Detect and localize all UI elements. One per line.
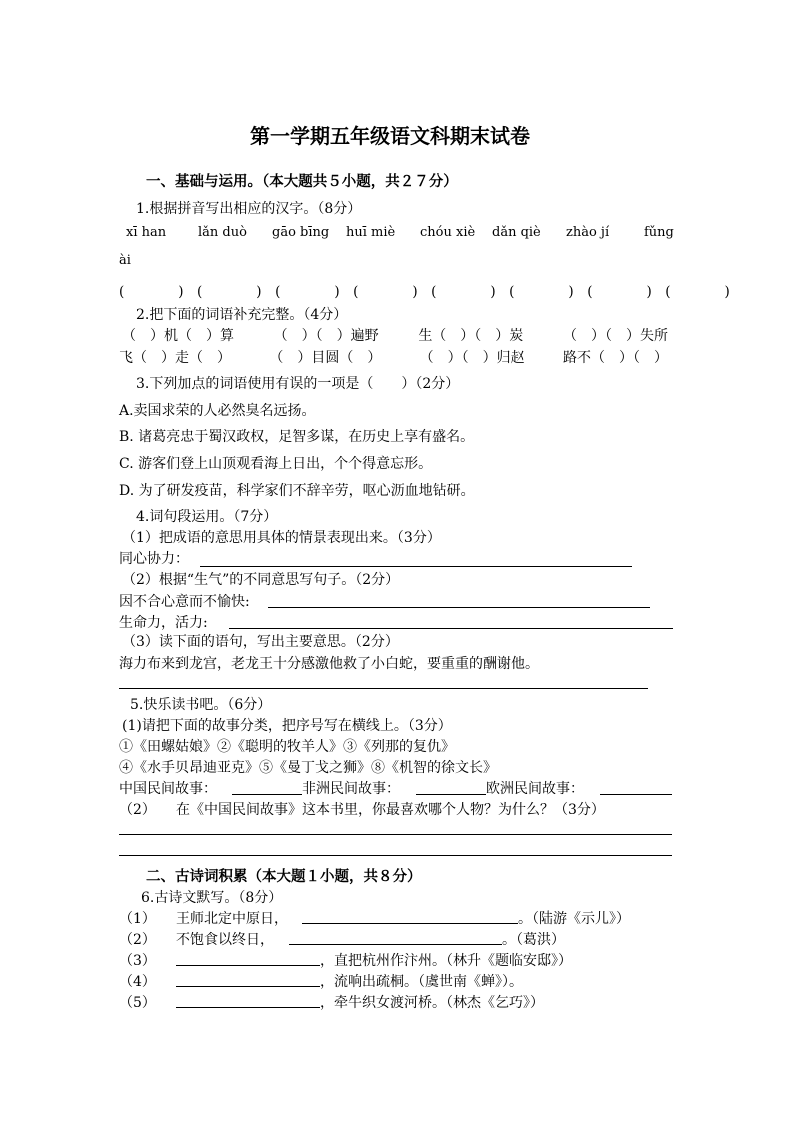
q3-prompt: 3.下列加点的词语使用有误的一项是（ ）（2分） [136, 376, 460, 392]
q4-sub3: （3）读下面的语句，写出主要意思。（2分） [122, 634, 399, 650]
q5-european-answer-line[interactable] [600, 794, 672, 795]
q6-line3-number: （3） [119, 953, 156, 969]
pinyin-2: lǎn duò [198, 225, 247, 240]
q5-category-african: 非洲民间故事： [302, 781, 400, 797]
q4-prompt: 4.词句段运用。（7分） [136, 509, 278, 525]
q4-sentence: 海力布来到龙宫，老龙王十分感激他救了小白蛇，要重重的酬谢他。 [119, 656, 539, 672]
q6-line4-suffix: ，流响出疏桐。（虞世南《蝉》）。 [320, 974, 523, 990]
q3-option-c: C. 游客们登上山顶观看海上日出，个个得意忘形。 [119, 456, 433, 472]
q2-item[interactable]: （ ）目圆（ ） [269, 350, 382, 366]
q6-line2-answer-line[interactable] [289, 944, 502, 945]
q1-pinyin-row [126, 225, 674, 243]
q6-line5-number: （5） [119, 995, 156, 1011]
q2-row2 [119, 347, 668, 367]
q6-line5-answer-line[interactable] [176, 1007, 320, 1008]
q4-meaning2-label: 生命力，活力: [119, 615, 208, 631]
q6-line1-answer-line[interactable] [302, 923, 518, 924]
pinyin-3: gāo bīng [272, 225, 330, 240]
q4-meaning1-answer-line[interactable] [268, 607, 650, 608]
section2-heading: 二、古诗词积累（本大题１小题，共８分） [146, 869, 422, 885]
q5-books-line1: ①《田螺姑娘》②《聪明的牧羊人》③《列那的复仇》 [119, 739, 455, 755]
q6-line2-prefix: 不饱食以终日， [176, 932, 274, 948]
q2-prompt: 2.把下面的词语补充完整。（4分） [136, 307, 348, 323]
q6-line2-number: （2） [119, 932, 156, 948]
pinyin-5: chóu xiè [420, 225, 476, 240]
q5-sub2: 在《中国民间故事》这本书里，你最喜欢哪个人物？为什么？（3分） [176, 802, 605, 818]
q2-item[interactable]: 路不（ ）（ ） [562, 350, 668, 366]
q2-item[interactable]: （ ）机（ ）算 [122, 328, 234, 344]
q1-answer-blanks[interactable]: ( ) ( ) ( ) ( ) ( ) ( ) ( ) ( ) [119, 284, 730, 300]
q5-answer-line-2[interactable] [119, 855, 672, 856]
q3-option-b: B. 诸葛亮忠于蜀汉政权，足智多谋，在历史上享有盛名。 [119, 429, 475, 445]
q6-line3-suffix: ，直把杭州作汴州。（林升《题临安邸》） [320, 953, 572, 969]
pinyin-8: fǔng [644, 225, 674, 240]
q4-sub1: （1）把成语的意思用具体的情景表现出来。（3分） [122, 530, 441, 546]
q3-option-a: A.卖国求荣的人必然臭名远扬。 [119, 403, 316, 419]
page-title: 第一学期五年级语文科期末试卷 [250, 124, 530, 148]
q5-chinese-answer-line[interactable] [232, 794, 302, 795]
q5-books-line2: ④《水手贝昂迪亚克》⑤《曼丁戈之狮》⑧《机智的徐文长》 [119, 760, 497, 776]
q2-row1 [122, 325, 668, 345]
q2-item[interactable]: （ ）（ ）遍野 [273, 328, 379, 344]
q6-line1-prefix: 王师北定中原日， [176, 911, 288, 927]
pinyin-6: dǎn qiè [492, 225, 541, 240]
q2-item[interactable]: 生（ ）（ ）炭 [418, 328, 524, 344]
q5-prompt: 5.快乐读书吧。（6分） [130, 697, 272, 713]
q6-line4-number: （4） [119, 974, 156, 990]
q5-african-answer-line[interactable] [416, 794, 486, 795]
q6-line5-suffix: ，牵牛织女渡河桥。（林杰《乞巧》） [320, 995, 544, 1011]
q4-sub2: （2）根据“生气”的不同意思写句子。（2分） [122, 572, 400, 588]
q5-category-european: 欧洲民间故事： [486, 781, 584, 797]
q5-sub1: (1)请把下面的故事分类，把序号写在横线上。（3分） [122, 718, 452, 734]
q1-prompt: 1.根据拼音写出相应的汉字。（8分） [136, 201, 362, 217]
q2-item[interactable]: （ ）（ ）归赵 [419, 350, 525, 366]
q3-option-d: D. 为了研发疫苗，科学家们不辞辛劳，呕心沥血地钻研。 [119, 483, 475, 499]
pinyin-7: zhào jí [566, 225, 610, 240]
q6-line3-answer-line[interactable] [176, 965, 320, 966]
q5-sub2-number: （2） [119, 802, 156, 818]
q6-prompt: 6.古诗文默写。（8分） [141, 890, 283, 906]
q4-idiom-answer-line[interactable] [200, 566, 632, 567]
q2-item[interactable]: 飞（ ）走（ ） [119, 350, 231, 366]
q4-meaning2-answer-line[interactable] [229, 628, 673, 629]
q6-line1-number: （1） [119, 911, 156, 927]
pinyin-1: xī han [126, 225, 167, 240]
q4-meaning1-label: 因不合心意而不愉快: [119, 594, 250, 610]
q6-line2-suffix: 。（葛洪） [502, 932, 565, 948]
q5-answer-line-1[interactable] [119, 834, 672, 835]
q6-line4-answer-line[interactable] [176, 986, 320, 987]
q6-line1-suffix: 。（陆游《示儿》） [518, 911, 630, 927]
q2-item[interactable]: （ ）（ ）失所 [562, 328, 668, 344]
q4-idiom-label: 同心协力： [119, 551, 189, 567]
q4-sentence-answer-line[interactable] [119, 688, 648, 689]
q5-category-chinese: 中国民间故事： [119, 781, 217, 797]
pinyin-4: huī miè [346, 225, 396, 240]
section1-heading: 一、基础与运用。（本大题共５小题，共２７分） [146, 174, 458, 190]
pinyin-wrap: ài [119, 253, 131, 268]
